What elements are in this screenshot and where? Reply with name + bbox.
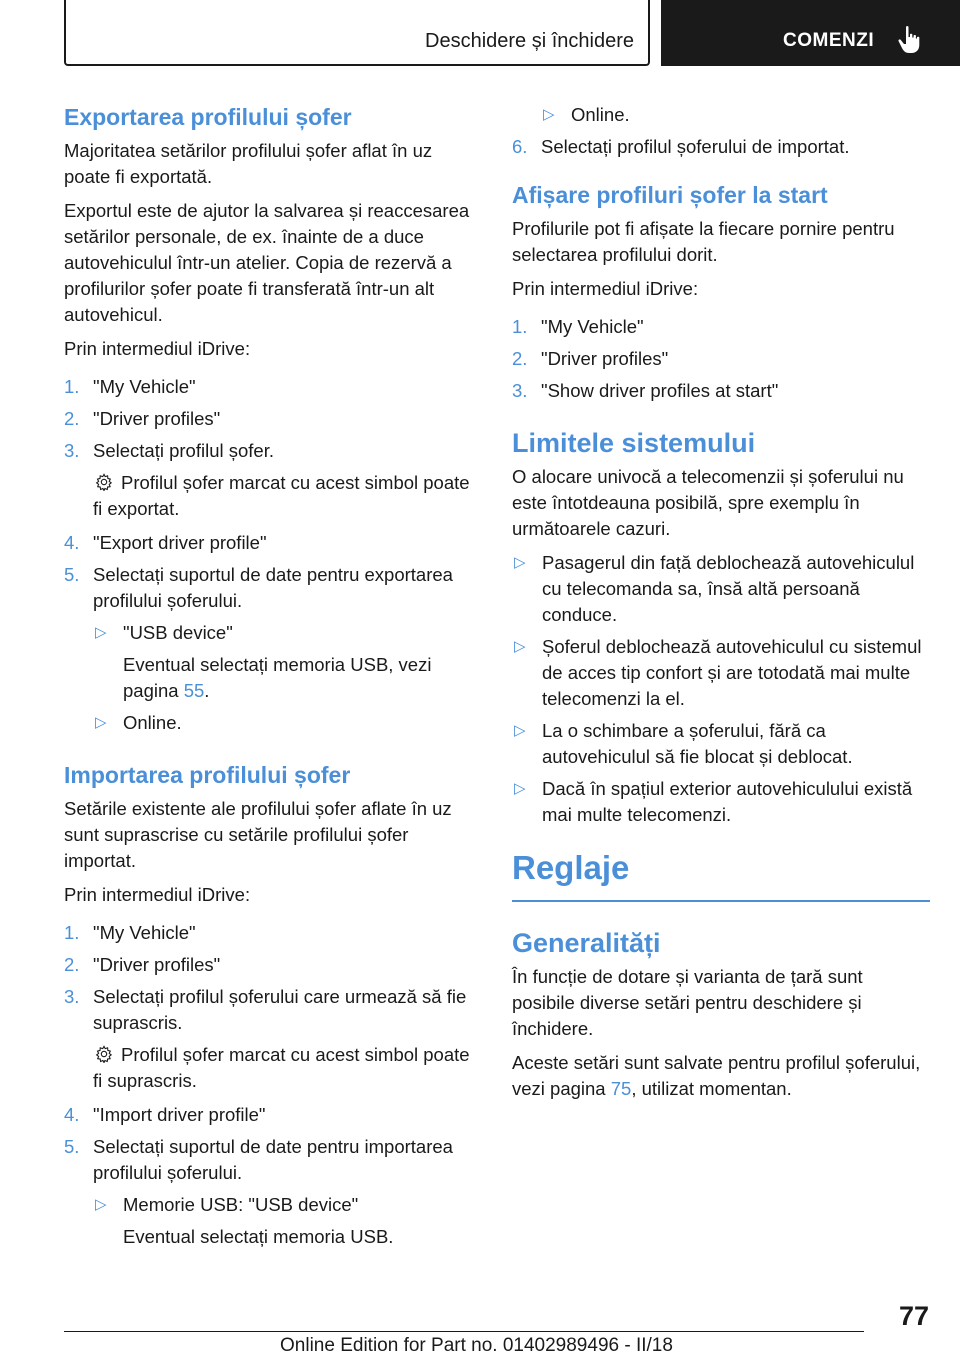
list-item: 1. "My Vehicle" [64,376,196,397]
page-link-75[interactable]: 75 [610,1078,632,1099]
import-paragraph-1: Setările existente ale profilului șofer aflate în uz sunt suprascrise cu setările profilului șofer importat. [64,798,452,871]
import-via: Prin intermediul iDrive: [64,884,251,905]
footer-edition: Online Edition for Part no. 01402989496 - II/18 [280,1335,673,1356]
triangle-bullet-icon: ▷ [514,722,526,739]
display-via: Prin intermediul iDrive: [512,278,699,299]
list-item: 5. Selectați suportul de date pentru importarea profilului șoferului. ▷ Memorie USB: "USB device" Eventual selectați memoria USB. [64,1134,482,1250]
list-item: 3. "Show driver profiles at start" [512,380,779,401]
list-item: 1. "My Vehicle" [64,922,196,943]
list-item: 3. Selectați profilul șofer. Profilul șofer marcat cu acest simbol poate fi exportat. [64,438,482,522]
export-media-bullets [93,620,482,736]
export-via: Prin intermediul iDrive: [64,338,251,359]
import-steps [64,920,482,1250]
gear-icon [95,473,113,491]
footer-divider [64,1331,864,1332]
import-media-bullets-continued [541,102,930,128]
export-paragraph-2: Exportul este de ajutor la salvarea și reaccesarea setărilor personale, de ex. înainte de a duce autovehiculul într-un atelier. Copia de rezervă a profilurilor șofer poate fi transferată într-un alt autovehicul. [64,200,470,325]
triangle-bullet-icon: ▷ [514,554,526,571]
list-item: ▷ Dacă în spațiul exterior autovehiculului există mai multe telecomenzi. [514,778,913,825]
section-tab [64,0,650,66]
chapter-title: Reglaje [512,846,930,902]
list-item: ▷ Online. [93,710,482,736]
list-item: ▷ La o schimbare a șoferului, fără ca autovehiculul să fie blocat și deblocat. [514,720,853,767]
general-title: Generalități [512,928,661,958]
gear-icon [95,1045,113,1063]
list-item: 4. "Import driver profile" [64,1104,266,1125]
list-item: 2. "Driver profiles" [64,408,221,429]
pointing-hand-icon [897,25,921,55]
gear-note: Profilul șofer marcat cu acest simbol poate fi exportat. [93,472,470,519]
export-title: Exportarea profilului șofer [64,104,352,130]
import-media-bullets [93,1192,482,1250]
display-title: Afișare profiluri șofer la start [512,182,828,208]
triangle-bullet-icon: ▷ [514,780,526,797]
general-paragraph-1: În funcție de dotare și varianta de țară sunt posibile diverse setări pentru deschidere și închidere. [512,966,863,1039]
limits-title: Limitele sistemului [512,428,756,458]
list-item: 2. "Driver profiles" [64,954,221,975]
export-steps [64,374,482,736]
list-item: ▷ Șoferul deblochează autovehiculul cu sistemul de acces tip confort și are totodată mai multe telecomenzi la el. [514,636,922,709]
left-column [64,102,482,1260]
list-item: 5. Selectați suportul de date pentru exportarea profilului șoferului. ▷ "USB device" Eventual selectați memoria USB, vezi pagina 55. ▷ Online. [64,562,482,736]
triangle-bullet-icon: ▷ [95,1196,107,1213]
import-steps-continued [512,134,930,160]
export-paragraph-1: Majoritatea setărilor profilului șofer aflat în uz poate fi exportată. [64,140,433,187]
page-header [0,0,960,66]
list-item: 4. "Export driver profile" [64,532,267,553]
triangle-bullet-icon: ▷ [543,106,555,123]
list-item: 3. Selectați profilul șoferului care urmează să fie suprascris. Profilul șofer marcat cu acest simbol poate fi suprascris. [64,984,482,1094]
list-item: 2. "Driver profiles" [512,348,669,369]
limits-paragraph-1: O alocare univocă a telecomenzii și șoferului nu este întotdeauna posibilă, spre exemplu în următoarele cazuri. [512,466,904,539]
section-title: Deschidere și închidere [425,30,634,52]
display-steps [512,314,930,404]
list-item: ▷ "USB device" Eventual selectați memoria USB, vezi pagina 55. [95,622,432,701]
limits-bullets [512,550,930,828]
display-paragraph-1: Profilurile pot fi afișate la fiecare pornire pentru selectarea profilului dorit. [512,218,895,265]
list-item: 6. Selectați profilul șoferului de importat. [512,136,850,157]
list-item: ▷ Pasagerul din față deblochează autovehiculul cu telecomanda sa, însă altă persoană conduce. [514,552,915,625]
triangle-bullet-icon: ▷ [95,624,107,641]
general-paragraph-2: Aceste setări sunt salvate pentru profilul șoferului, vezi pagina 75, utilizat momentan. [512,1052,921,1099]
chapter-tab-label: COMENZI [783,30,875,51]
list-item: ▷ Online. [541,102,930,128]
gear-note: Profilul șofer marcat cu acest simbol poate fi suprascris. [93,1044,470,1091]
right-column [512,102,930,1110]
page-link-55[interactable]: 55 [183,680,205,701]
list-item: 1. "My Vehicle" [512,316,644,337]
page-number: 77 [898,1301,929,1331]
import-title: Importarea profilului șofer [64,762,351,788]
triangle-bullet-icon: ▷ [95,714,107,731]
list-item: ▷ Memorie USB: "USB device" Eventual selectați memoria USB. [95,1194,394,1247]
triangle-bullet-icon: ▷ [514,638,526,655]
